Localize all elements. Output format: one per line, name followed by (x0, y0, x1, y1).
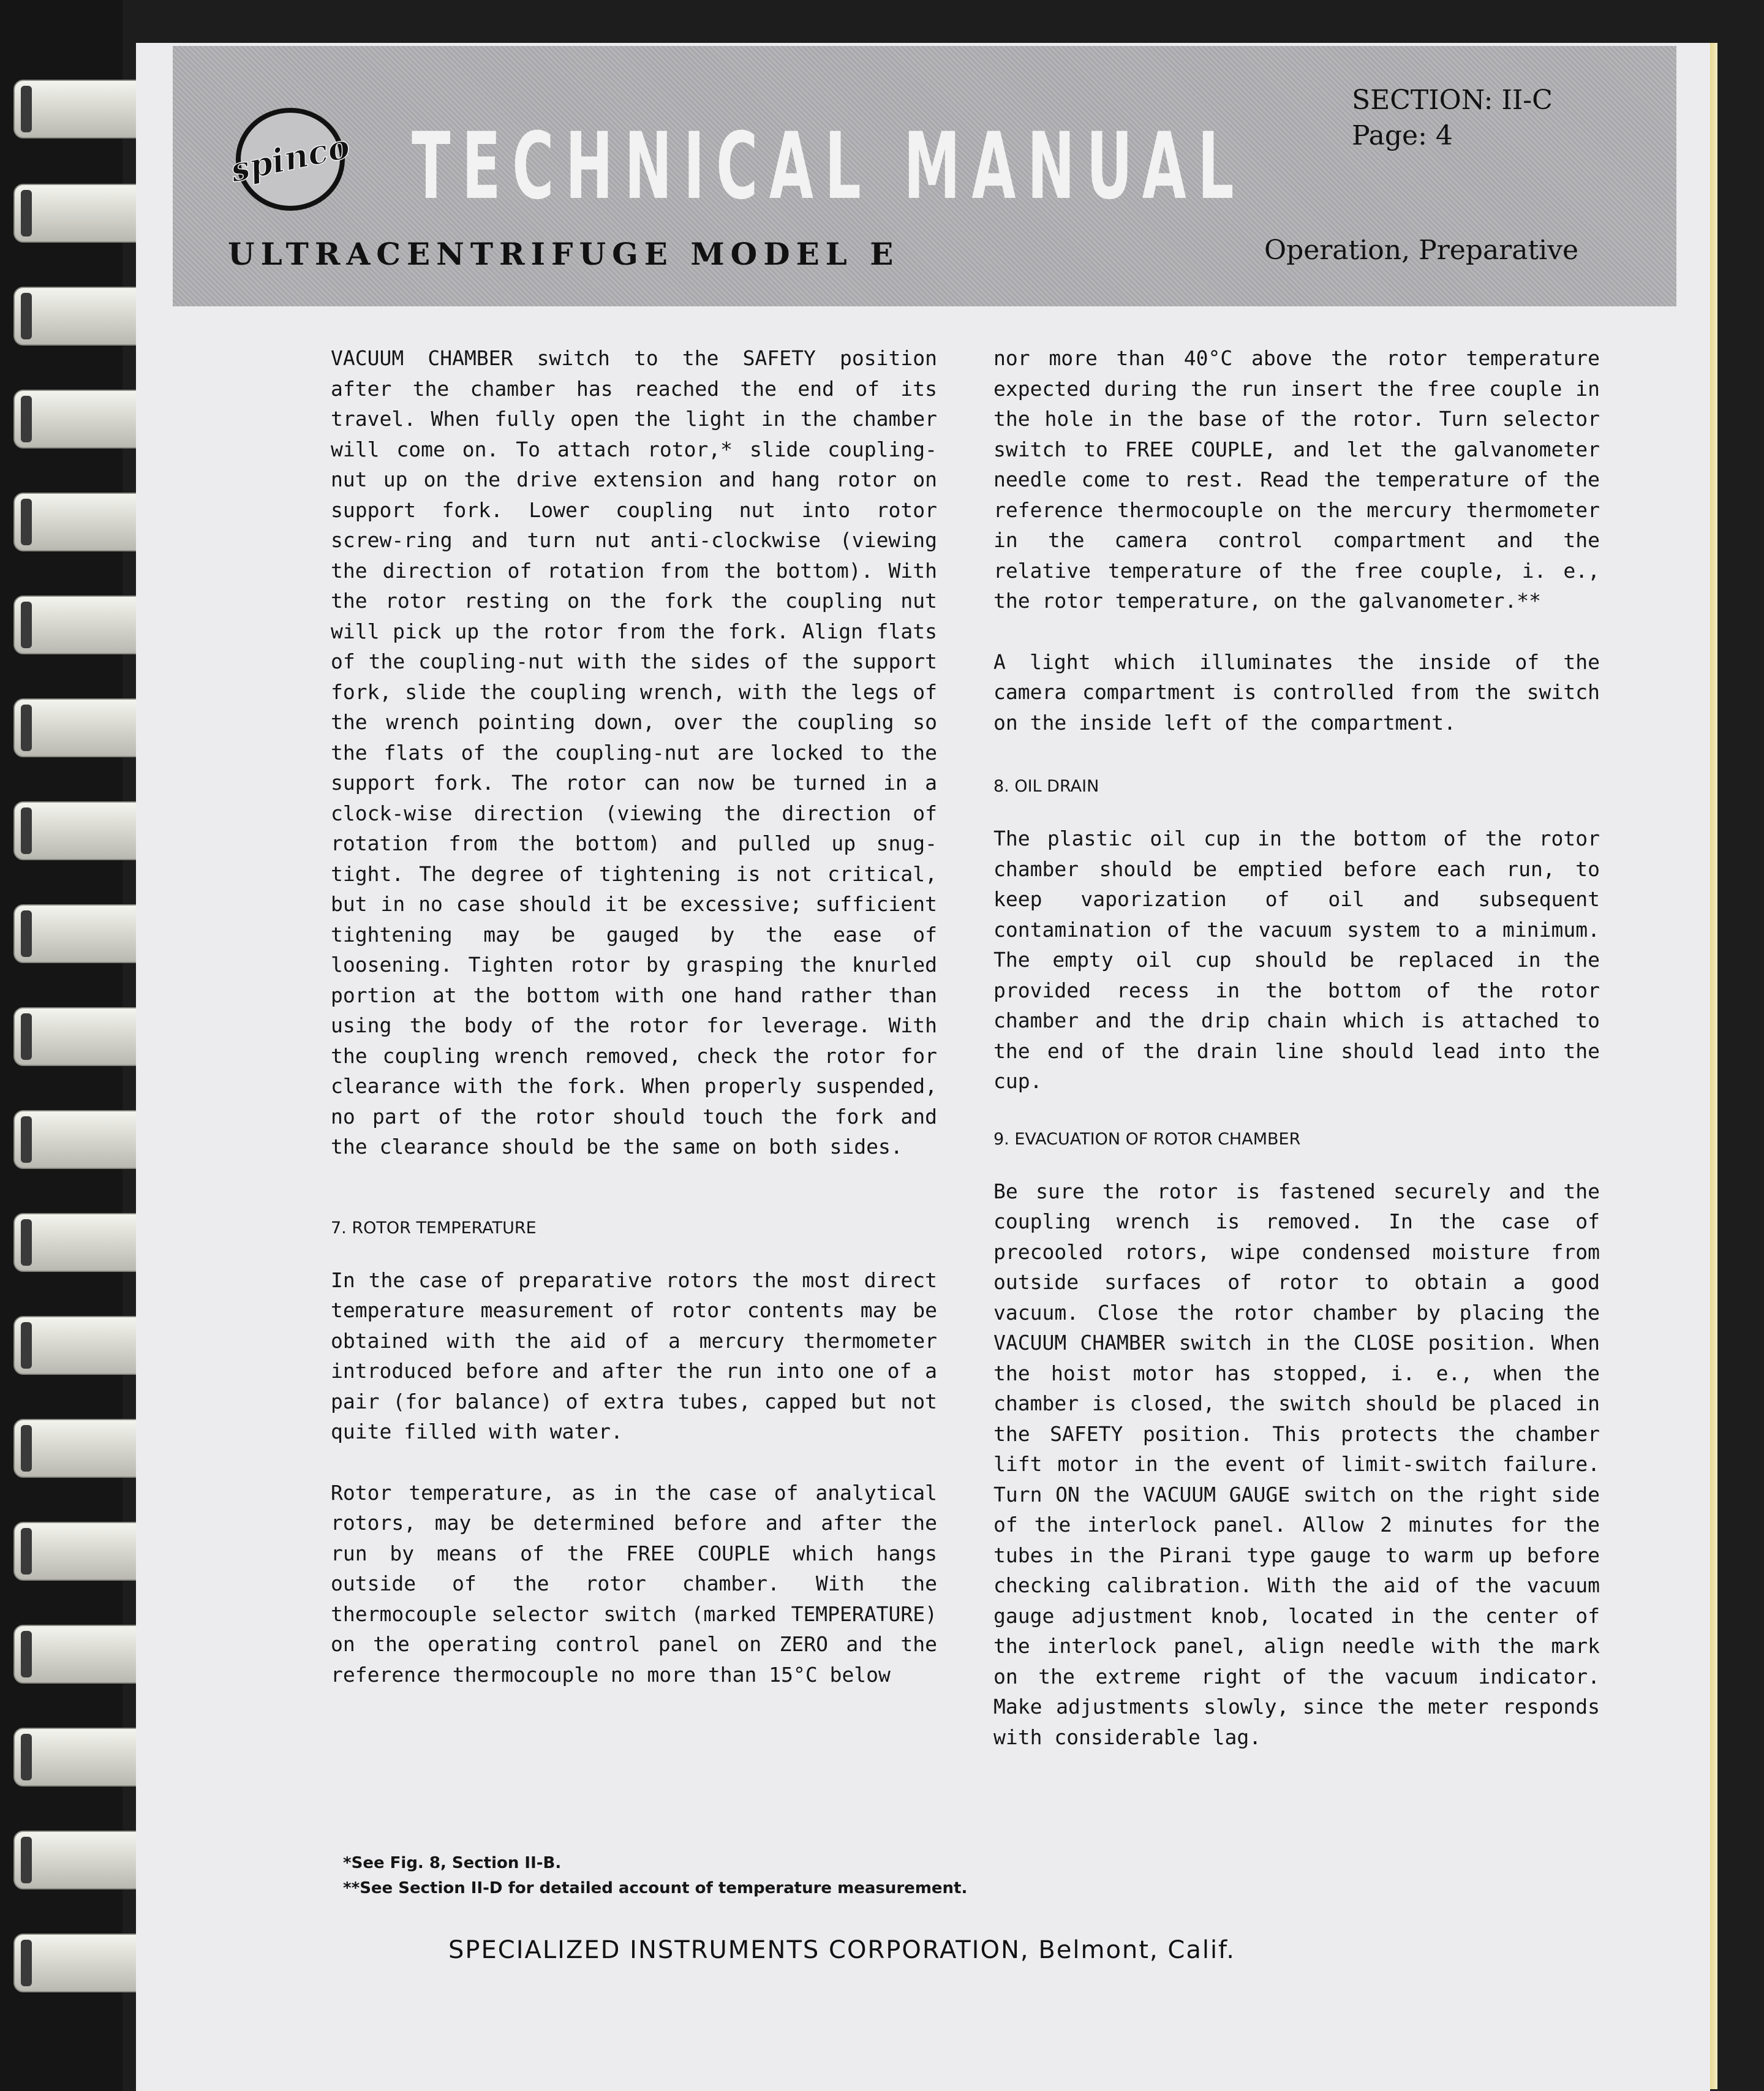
spiral-binding (0, 0, 123, 2091)
footnote: *See Fig. 8, Section II-B. (343, 1854, 562, 1872)
manual-page (136, 43, 1710, 2091)
paragraph: The plastic oil cup in the bottom of the rotor chamber should be emptied before each run, to keep vaporization of oil and subsequent contamination of the vacuum system to a minimum. The empty oil cup should be replaced in the provided recess in the bottom of the rotor chamber and the drip chain which is attached to the end of the drain line should lead into the cup. (993, 826, 1600, 1093)
paragraph: nor more than 40°C above the rotor temperature expected during the run insert the free couple in the hole in the base of the rotor. Turn selector switch to FREE COUPLE, and let the galvanometer needle come to rest. Read the temperature of the reference thermocouple on the mercury thermometer in the camera control compartment and the relative temperature of the free couple, i. e., the rotor temperature, on the galvanometer.** (993, 346, 1600, 613)
left-column (331, 343, 937, 1690)
section-heading: 7. ROTOR TEMPERATURE (331, 1218, 537, 1238)
section-number: SECTION: II-C (1352, 85, 1553, 116)
page-header-banner (173, 46, 1676, 306)
paragraph: A light which illuminates the inside of the camera compartment is controlled from the switch on the inside left of the compartment. (993, 649, 1600, 735)
model-subtitle: ULTRACENTRIFUGE MODEL E (228, 236, 900, 272)
spinco-logo (217, 101, 364, 217)
logo-text: spinco (227, 126, 353, 190)
section-label (1352, 83, 1553, 154)
section-heading: 8. OIL DRAIN (993, 777, 1099, 796)
paragraph: Be sure the rotor is fastened securely and the coupling wrench is removed. In the case of precooled rotors, wipe condensed moisture from outside surfaces of rotor to obtain a good vacuum. Close the rotor chamber by placing the VACUUM CHAMBER switch in the CLOSE position. When the hoist motor has stopped, i. e., when the chamber is closed, the switch should be placed in the SAFETY position. This protects the chamber lift motor in the event of limit-switch failure. Turn ON the VACUUM GAUGE switch on the right side of the interlock panel. Allow 2 minutes for the tubes in the Pirani type gauge to warm up before checking calibration. With the aid of the vacuum gauge adjustment knob, located in the center of the interlock panel, align needle with the mark on the extreme right of the vacuum indicator. Make adjustments slowly, since the meter responds with considerable lag. (993, 1179, 1600, 1749)
chapter-subtitle: Operation, Preparative (1264, 235, 1579, 266)
manual-title: TECHNICAL MANUAL (412, 113, 1246, 220)
page-number: Page: 4 (1352, 120, 1453, 151)
paragraph: Rotor temperature, as in the case of analytical rotors, may be determined before and after the run by means of the FREE COUPLE which hangs outside of the rotor chamber. With the thermocouple selector switch (marked TEMPERATURE) on the operating control panel on ZERO and the reference thermocouple no more than 15°C below (331, 1480, 937, 1687)
page-footer: SPECIALIZED INSTRUMENTS CORPORATION, Belmont, Calif. (448, 1936, 1235, 1964)
footnote: **See Section II-D for detailed account of temperature measurement. (343, 1879, 968, 1897)
paragraph: VACUUM CHAMBER switch to the SAFETY position after the chamber has reached the end of its travel. When fully open the light in the chamber will come on. To attach rotor,* slide coupling-nut up on the drive extension and hang rotor on support fork. Lower coupling nut into rotor screw-ring and turn nut anti-clockwise (viewing the direction of rotation from the bottom). With the rotor resting on the fork the coupling nut will pick up the rotor from the fork. Align flats of the coupling-nut with the sides of the support fork, slide the coupling wrench, with the legs of the wrench pointing down, over the coupling so the flats of the coupling-nut are locked to the support fork. The rotor can now be turned in a clock-wise direction (viewing the direction of rotation from the bottom) and pulled up snug-tight. The degree of tightening is not critical, but in no case should it be excessive; sufficient tightening may be gauged by the ease of loosening. Tighten rotor by grasping the knurled portion at the bottom with one hand rather than using the body of the rotor for leverage. With the coupling wrench removed, check the rotor for clearance with the fork. When properly suspended, no part of the rotor should touch the fork and the clearance should be the same on both sides. (331, 346, 937, 1159)
section-heading: 9. EVACUATION OF ROTOR CHAMBER (993, 1129, 1301, 1149)
paragraph: In the case of preparative rotors the most direct temperature measurement of rotor contents may be obtained with the aid of a mercury thermometer introduced before and after the run into one of a pair (for balance) of extra tubes, capped but not quite filled with water. (331, 1268, 937, 1443)
right-column (993, 343, 1600, 1752)
